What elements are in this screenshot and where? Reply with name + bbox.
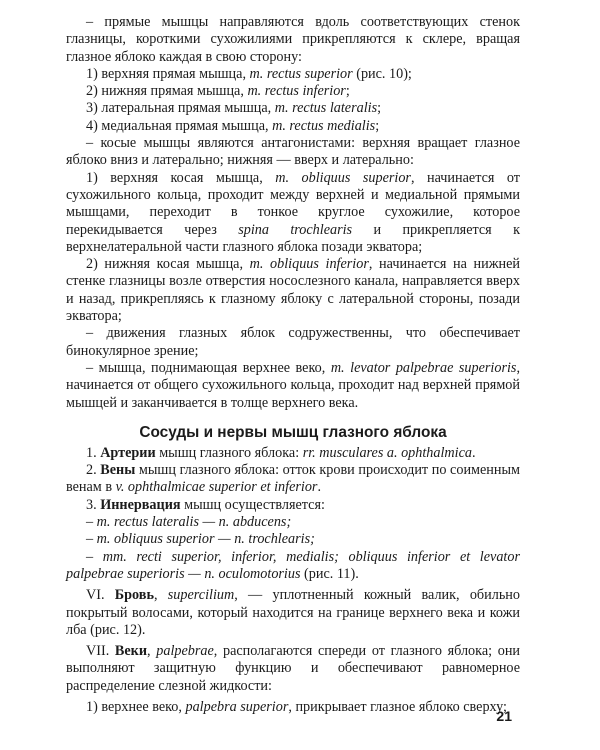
paragraph-innervation: 3. Иннервация мышц осуществляется: xyxy=(86,496,325,513)
list-item-rectus-medialis: 4) медиальная прямая мышца, m. rectus medialis; xyxy=(86,117,380,134)
list-item-rectus-inferior: 2) нижняя прямая мышца, m. rectus inferior; xyxy=(86,83,350,100)
list-item-obliquus-superior: 1) верхняя косая мышца, m. obliquus superior, начинается от сухожильного кольца, проходит между верхней и медиальной прямыми мышцами, переходит в тонкое круглое сухожилие, которое перекидывается через spina trochlearis и прикрепляется к верхнелатеральной части глазного яблока позади экватора; xyxy=(66,169,520,255)
paragraph-eyelids: VII. Веки, palpebrae, располагаются спереди от глазного яблока; они выполняют защитную функцию и обеспечивают равномерное распределение слезной жидкости: xyxy=(66,643,521,694)
list-item-rectus-lateralis: 3) латеральная прямая мышца, m. rectus lateralis; xyxy=(86,100,382,117)
list-item-nerve-oculomotorius: – mm. recti superior, inferior, medialis; obliquus inferior et levator palpebrae superioris — n. oculomotorius (рис. 11). xyxy=(66,548,520,582)
paragraph-eyebrow: VI. Бровь, supercilium, — уплотненный кожный валик, обильно покрытый волосами, который находится на границе верхнего века и кожи лба (рис. 12). xyxy=(66,587,520,638)
list-item-nerve-trochlearis: – m. obliquus superior — n. trochlearis; xyxy=(86,531,315,548)
list-item-obliquus-inferior: 2) нижняя косая мышца, m. obliquus inferior, начинается на нижней стенке глазницы возле отверстия носослезного канала, направляется вверх и назад, прикрепляясь к глазному яблоку с латеральной стороны, позади экватора; xyxy=(66,256,520,325)
list-item-rectus-superior: 1) верхняя прямая мышца, m. rectus superior (рис. 10); xyxy=(86,65,412,82)
section-heading: Сосуды и нервы мышц глазного яблока xyxy=(139,423,447,441)
paragraph-levator: – мышца, поднимающая верхнее веко, m. levator palpebrae superioris, начинается от общего сухожильного кольца, проходит над верхней прямой мышцей и заканчивается в толще верхнего века. xyxy=(66,359,520,411)
list-item-nerve-abducens: – m. rectus lateralis — n. abducens; xyxy=(86,514,292,531)
list-item-upper-eyelid: 1) верхнее веко, palpebra superior, прикрывает глазное яблоко сверху; xyxy=(86,698,507,715)
page-number: 21 xyxy=(496,708,512,724)
paragraph-oblique-antagonists: – косые мышцы являются антагонистами: верхняя вращает глазное яблоко вниз и латерально; нижняя — вверх и латерально: xyxy=(66,135,520,169)
paragraph-veins: 2. Вены мышц глазного яблока: отток крови происходит по соименным венам в v. ophthalmicae superior et inferior. xyxy=(66,462,521,496)
paragraph-rectus-intro: – прямые мышцы направляются вдоль соответствующих стенок глазницы, короткими сухожилиями прикрепляются к склере, вращая глазное яблоко каждая в свою сторону: xyxy=(66,14,520,65)
page-content xyxy=(66,14,520,716)
paragraph-arteries: 1. Артерии мышц глазного яблока: rr. musculares a. ophthalmica. xyxy=(86,444,476,461)
paragraph-binocular: – движения глазных яблок содружественны, что обеспечивает бинокулярное зрение; xyxy=(66,325,520,359)
